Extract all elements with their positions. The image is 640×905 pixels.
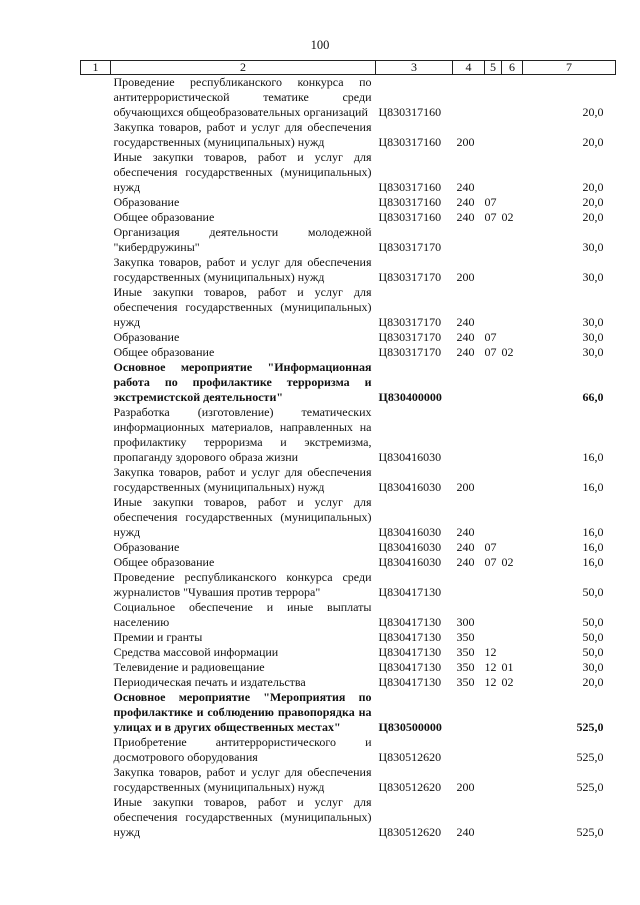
- row-name: Закупка товаров, работ и услуг для обеспечения государственных (муниципальных) нужд: [113, 465, 372, 494]
- row-target-code: Ц830317160: [378, 210, 442, 224]
- row-blank-cell: [81, 330, 111, 345]
- row-section: 07: [484, 210, 497, 224]
- table-row: [81, 735, 616, 765]
- row-target-code: Ц830500000: [378, 720, 442, 734]
- row-subsection: [502, 495, 523, 540]
- row-name: Общее образование: [113, 345, 215, 359]
- row-section: [485, 765, 502, 795]
- row-blank-cell: [81, 765, 111, 795]
- row-expense-type: [453, 360, 485, 405]
- row-name: Закупка товаров, работ и услуг для обеспечения государственных (муниципальных) нужд: [113, 255, 372, 284]
- table-row: [81, 465, 616, 495]
- row-name: Образование: [113, 540, 180, 554]
- row-target-code: Ц830417130: [378, 630, 442, 644]
- table-row: [81, 630, 616, 645]
- row-section: 07: [484, 345, 497, 359]
- table-row: [81, 405, 616, 465]
- row-amount: 20,0: [582, 105, 604, 119]
- row-subsection: [502, 765, 523, 795]
- row-section: 07: [484, 555, 497, 569]
- row-section: [485, 690, 502, 735]
- column-header-5: 5: [485, 61, 502, 75]
- row-target-code: Ц830317160: [378, 105, 442, 119]
- row-blank-cell: [81, 360, 111, 405]
- row-expense-type: 240: [456, 345, 475, 359]
- row-amount: 16,0: [582, 555, 604, 569]
- table-row: [81, 645, 616, 660]
- row-amount: 525,0: [576, 825, 604, 839]
- row-target-code: Ц830416030: [378, 540, 442, 554]
- row-subsection: [502, 630, 523, 645]
- row-blank-cell: [81, 795, 111, 840]
- column-header-2: 2: [111, 61, 376, 75]
- row-expense-type: 350: [456, 630, 475, 644]
- row-subsection: [502, 75, 523, 121]
- row-amount: 50,0: [582, 585, 604, 599]
- row-subsection: [502, 405, 523, 465]
- row-expense-type: 240: [456, 540, 475, 554]
- row-amount: 30,0: [582, 315, 604, 329]
- row-amount: 66,0: [582, 390, 604, 404]
- row-blank-cell: [81, 75, 111, 121]
- table-row-main-activity: [81, 360, 616, 405]
- table-row: [81, 120, 616, 150]
- row-amount: 16,0: [582, 525, 604, 539]
- table-row: [81, 210, 616, 225]
- row-section: [485, 570, 502, 600]
- row-blank-cell: [81, 465, 111, 495]
- row-subsection: [502, 465, 523, 495]
- row-name: Проведение республиканского конкурса среди журналистов "Чувашия против террора": [113, 570, 372, 599]
- table-row: [81, 570, 616, 600]
- row-amount: 30,0: [582, 240, 604, 254]
- row-name: Основное мероприятие "Мероприятия по профилактике и соблюдению правопорядка на улицах и в других общественных местах": [113, 690, 372, 734]
- row-target-code: Ц830512620: [378, 780, 442, 794]
- row-amount: 525,0: [576, 720, 604, 734]
- row-target-code: Ц830417130: [378, 645, 442, 659]
- row-name: Образование: [113, 195, 180, 209]
- table-row: [81, 150, 616, 195]
- row-blank-cell: [81, 675, 111, 690]
- row-expense-type: 350: [456, 675, 475, 689]
- row-target-code: Ц830417130: [378, 660, 442, 674]
- row-expense-type: 240: [456, 210, 475, 224]
- row-target-code: Ц830416030: [378, 480, 442, 494]
- row-name: Организация деятельности молодежной "кибердружины": [113, 225, 372, 254]
- row-target-code: Ц830416030: [378, 555, 442, 569]
- row-target-code: Ц830416030: [378, 450, 442, 464]
- row-target-code: Ц830416030: [378, 525, 442, 539]
- row-amount: 525,0: [576, 780, 604, 794]
- row-expense-type: 240: [456, 330, 475, 344]
- table-row: [81, 600, 616, 630]
- table-row: [81, 75, 616, 121]
- row-name: Разработка (изготовление) тематических информационных материалов, направленных на профилактику терроризма и экстремизма, пропаганду здорового образа жизни: [113, 405, 372, 464]
- row-subsection: 01: [501, 660, 514, 674]
- row-blank-cell: [81, 120, 111, 150]
- row-section: 07: [484, 330, 497, 344]
- row-expense-type: 200: [456, 780, 475, 794]
- row-blank-cell: [81, 285, 111, 330]
- row-expense-type: 240: [456, 555, 475, 569]
- row-target-code: Ц830317160: [378, 180, 442, 194]
- row-name: Иные закупки товаров, работ и услуг для обеспечения государственных (муниципальных) нужд: [113, 795, 372, 839]
- row-amount: 20,0: [582, 195, 604, 209]
- row-section: [485, 600, 502, 630]
- row-name: Средства массовой информации: [113, 645, 279, 659]
- row-subsection: [502, 120, 523, 150]
- row-name: Общее образование: [113, 555, 215, 569]
- row-blank-cell: [81, 225, 111, 255]
- row-name: Закупка товаров, работ и услуг для обеспечения государственных (муниципальных) нужд: [113, 120, 372, 149]
- row-blank-cell: [81, 405, 111, 465]
- row-blank-cell: [81, 630, 111, 645]
- column-header-6: 6: [502, 61, 523, 75]
- header-row: [81, 61, 616, 75]
- row-blank-cell: [81, 660, 111, 675]
- row-section: [485, 255, 502, 285]
- row-blank-cell: [81, 345, 111, 360]
- row-amount: 16,0: [582, 540, 604, 554]
- row-blank-cell: [81, 495, 111, 540]
- row-amount: 20,0: [582, 210, 604, 224]
- column-header-7: 7: [523, 61, 616, 75]
- table-row: [81, 225, 616, 255]
- row-blank-cell: [81, 255, 111, 285]
- row-section: [485, 150, 502, 195]
- row-blank-cell: [81, 555, 111, 570]
- row-target-code: Ц830417130: [378, 585, 442, 599]
- row-subsection: [502, 255, 523, 285]
- row-section: 07: [484, 540, 497, 554]
- row-subsection: [502, 150, 523, 195]
- row-blank-cell: [81, 690, 111, 735]
- row-subsection: [502, 330, 523, 345]
- row-expense-type: 200: [456, 270, 475, 284]
- table-row: [81, 555, 616, 570]
- row-subsection: [502, 570, 523, 600]
- row-target-code: Ц830512620: [378, 750, 442, 764]
- row-section: [485, 735, 502, 765]
- table-row: [81, 540, 616, 555]
- row-expense-type: [453, 570, 485, 600]
- table-row: [81, 255, 616, 285]
- row-amount: 525,0: [576, 750, 604, 764]
- row-subsection: 02: [501, 210, 514, 224]
- row-section: 12: [484, 675, 497, 689]
- row-target-code: Ц830317160: [378, 135, 442, 149]
- row-amount: 16,0: [582, 450, 604, 464]
- column-header-1: 1: [81, 61, 111, 75]
- row-target-code: Ц830317170: [378, 345, 442, 359]
- table-row-main-activity: [81, 690, 616, 735]
- row-amount: 30,0: [582, 330, 604, 344]
- row-blank-cell: [81, 540, 111, 555]
- row-section: [485, 630, 502, 645]
- table-row: [81, 495, 616, 540]
- row-amount: 20,0: [582, 180, 604, 194]
- row-section: [485, 285, 502, 330]
- row-blank-cell: [81, 150, 111, 195]
- table-row: [81, 195, 616, 210]
- row-section: [485, 405, 502, 465]
- row-name: Образование: [113, 330, 180, 344]
- row-amount: 20,0: [582, 675, 604, 689]
- row-blank-cell: [81, 645, 111, 660]
- row-expense-type: [453, 690, 485, 735]
- row-subsection: 02: [501, 555, 514, 569]
- column-number-header: [81, 61, 616, 75]
- row-amount: 30,0: [582, 270, 604, 284]
- row-amount: 50,0: [582, 630, 604, 644]
- row-expense-type: 200: [456, 135, 475, 149]
- row-section: 07: [484, 195, 497, 209]
- row-blank-cell: [81, 600, 111, 630]
- row-subsection: [502, 225, 523, 255]
- row-name: Телевидение и радиовещание: [113, 660, 265, 674]
- row-expense-type: 200: [456, 480, 475, 494]
- row-section: [485, 225, 502, 255]
- table-body: [81, 75, 616, 841]
- table-row: [81, 675, 616, 690]
- row-subsection: [502, 360, 523, 405]
- row-expense-type: 240: [456, 825, 475, 839]
- row-amount: 50,0: [582, 615, 604, 629]
- row-section: [485, 495, 502, 540]
- row-expense-type: 240: [456, 315, 475, 329]
- row-name: Закупка товаров, работ и услуг для обеспечения государственных (муниципальных) нужд: [113, 765, 372, 794]
- row-target-code: Ц830512620: [378, 825, 442, 839]
- row-expense-type: 350: [456, 660, 475, 674]
- row-target-code: Ц830317170: [378, 315, 442, 329]
- row-subsection: [502, 195, 523, 210]
- row-target-code: Ц830417130: [378, 675, 442, 689]
- row-section: [485, 465, 502, 495]
- row-section: 12: [484, 645, 497, 659]
- row-section: [485, 75, 502, 121]
- row-subsection: 02: [501, 675, 514, 689]
- row-section: [485, 795, 502, 840]
- row-expense-type: 350: [456, 645, 475, 659]
- row-subsection: 02: [501, 345, 514, 359]
- row-section: [485, 360, 502, 405]
- row-expense-type: [453, 405, 485, 465]
- row-subsection: [502, 645, 523, 660]
- row-name: Иные закупки товаров, работ и услуг для обеспечения государственных (муниципальных) нужд: [113, 285, 372, 329]
- row-amount: 30,0: [582, 345, 604, 359]
- row-blank-cell: [81, 570, 111, 600]
- table-row: [81, 795, 616, 840]
- row-subsection: [502, 600, 523, 630]
- row-name: Социальное обеспечение и иные выплаты населению: [113, 600, 372, 629]
- row-blank-cell: [81, 210, 111, 225]
- row-amount: 20,0: [582, 135, 604, 149]
- row-amount: 30,0: [582, 660, 604, 674]
- row-name: Периодическая печать и издательства: [113, 675, 306, 689]
- row-expense-type: 240: [456, 525, 475, 539]
- column-header-3: 3: [376, 61, 453, 75]
- row-expense-type: [453, 75, 485, 121]
- row-target-code: Ц830317160: [378, 195, 442, 209]
- page-number: 100: [310, 38, 330, 52]
- row-expense-type: [453, 735, 485, 765]
- row-blank-cell: [81, 735, 111, 765]
- row-name: Иные закупки товаров, работ и услуг для обеспечения государственных (муниципальных) нужд: [113, 150, 372, 194]
- row-target-code: Ц830317170: [378, 240, 442, 254]
- row-name: Общее образование: [113, 210, 215, 224]
- row-expense-type: 240: [456, 195, 475, 209]
- row-target-code: Ц830417130: [378, 615, 442, 629]
- row-subsection: [502, 540, 523, 555]
- table-row: [81, 660, 616, 675]
- row-subsection: [502, 795, 523, 840]
- table-row: [81, 345, 616, 360]
- row-expense-type: [453, 225, 485, 255]
- row-amount: 50,0: [582, 645, 604, 659]
- row-name: Приобретение антитеррористического и досмотрового оборудования: [113, 735, 372, 764]
- row-section: [485, 120, 502, 150]
- column-header-4: 4: [453, 61, 485, 75]
- row-amount: 16,0: [582, 480, 604, 494]
- row-name: Премии и гранты: [113, 630, 203, 644]
- row-name: Иные закупки товаров, работ и услуг для обеспечения государственных (муниципальных) нужд: [113, 495, 372, 539]
- row-expense-type: 240: [456, 180, 475, 194]
- row-target-code: Ц830317170: [378, 270, 442, 284]
- row-subsection: [502, 285, 523, 330]
- row-subsection: [502, 735, 523, 765]
- row-expense-type: 300: [456, 615, 475, 629]
- row-blank-cell: [81, 195, 111, 210]
- row-name: Проведение республиканского конкурса по антитеррористической тематике среди обучающихся общеобразовательных организаций: [113, 75, 372, 119]
- table-row: [81, 330, 616, 345]
- row-target-code: Ц830317170: [378, 330, 442, 344]
- row-subsection: [502, 690, 523, 735]
- table-row: [81, 285, 616, 330]
- row-target-code: Ц830400000: [378, 390, 442, 404]
- row-name: Основное мероприятие "Информационная работа по профилактике терроризма и экстремистской деятельности": [113, 360, 372, 404]
- budget-table: [80, 60, 616, 840]
- row-section: 12: [484, 660, 497, 674]
- table-row: [81, 765, 616, 795]
